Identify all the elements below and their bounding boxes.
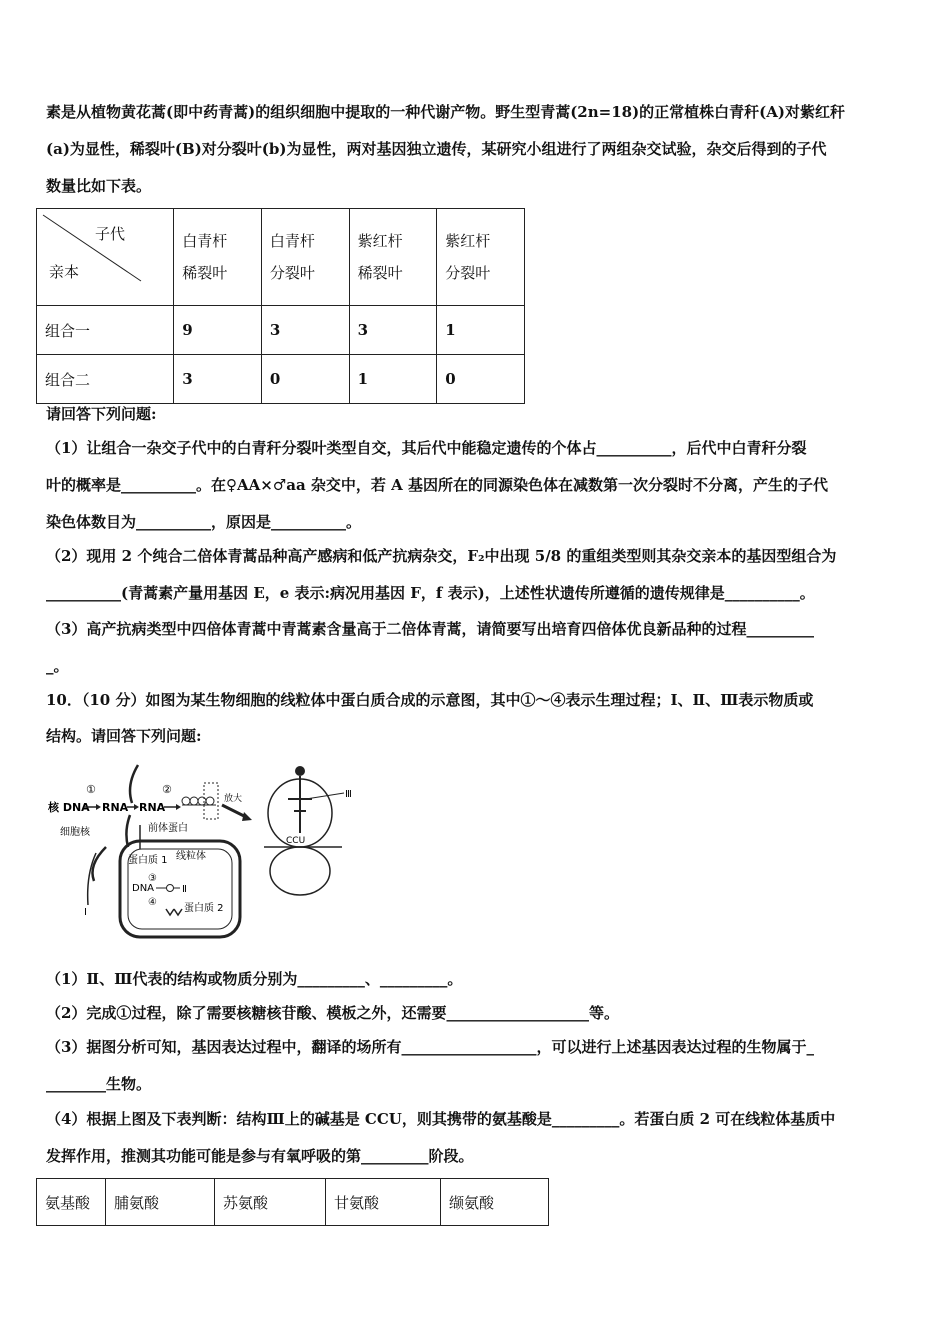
ribosome-small-subunit (270, 847, 330, 895)
structure-ii-icon (167, 885, 174, 892)
intro-line-3: 数量比如下表。 (46, 177, 152, 195)
arrowhead-icon (242, 812, 252, 821)
header-cell (174, 209, 262, 306)
arrowhead-icon (176, 804, 181, 810)
cell-value: 3 (261, 306, 349, 355)
ribosome-icon (182, 797, 190, 805)
nuclear-envelope (130, 765, 138, 803)
process-1-label: ① (86, 783, 96, 796)
enlarge-label: 放大 (224, 794, 243, 804)
q10-part4-line2: 发挥作用，推测其功能可能是参与有氧呼吸的第_________阶段。 (46, 1147, 474, 1165)
q10-part1: （1）Ⅱ、Ⅲ代表的结构或物质分别为_________、_________。 (46, 970, 463, 988)
intro-line-1: 素是从植物黄花蒿(即中药青蒿)的组织细胞中提取的一种代谢产物。野生型青蒿(2n=18)的正常植株白青秆(A)对紫红秆 (46, 103, 846, 121)
header-line: 稀裂叶 (182, 264, 228, 282)
q9-part3-line1: （3）高产抗病类型中四倍体青蒿中青蒿素含量高于二倍体青蒿，请简要写出培育四倍体优良新品种的过程_________ (46, 620, 814, 638)
header-cell (437, 209, 525, 306)
table-cell: 氨基酸 (37, 1179, 106, 1226)
table-cell: 缬氨酸 (441, 1179, 549, 1226)
precursor-protein-label: 前体蛋白 (148, 823, 188, 834)
process-3-label: ③ (148, 873, 157, 884)
rna1-label: RNA (102, 801, 129, 814)
q9-part1-line2: 叶的概率是__________。在♀AA×♂aa 杂交中，若 A 基因所在的同源染色体在减数第一次分裂时不分离，产生的子代 (46, 476, 829, 494)
roman-1-label: Ⅰ (84, 907, 87, 918)
structure-iii-pointer (306, 793, 344, 799)
q9-part3-line2: _。 (46, 657, 69, 675)
cell-value: 3 (349, 306, 437, 355)
cell-value: 1 (437, 306, 525, 355)
row-label: 组合一 (37, 306, 174, 355)
ribosome-icon (190, 797, 198, 805)
header-line: 分裂叶 (445, 264, 491, 282)
nucleus-label: 细胞核 (60, 827, 90, 838)
ribosome-icon (198, 797, 206, 805)
cross-results-table (36, 208, 525, 404)
q10-stem-line1: 10．（10 分）如图为某生物细胞的线粒体中蛋白质合成的示意图，其中①～④表示生理过程；Ⅰ、Ⅱ、Ⅲ表示物质或 (46, 691, 814, 709)
cell-value: 1 (349, 355, 437, 404)
corner-offspring-label: 子代 (95, 225, 126, 243)
rna2-label: RNA (139, 801, 166, 814)
arrowhead-icon (96, 804, 101, 810)
roman-2-label: Ⅱ (182, 884, 187, 895)
nuclear-envelope (93, 847, 107, 881)
q9-part2-line2: __________(青蒿素产量用基因 E，e 表示:病况用基因 F，f 表示)，上述性状遗传所遵循的遗传规律是__________。 (46, 584, 815, 602)
q9-part1-line1: （1）让组合一杂交子代中的白青秆分裂叶类型自交，其后代中能稳定遗传的个体占__________，后代中白青秆分裂 (46, 439, 807, 457)
q9-part1-line3: 染色体数目为__________，原因是__________。 (46, 513, 362, 531)
cell-value: 3 (174, 355, 262, 404)
anticodon-label: CCU (286, 836, 306, 846)
header-line: 紫红杆 (357, 232, 403, 250)
q10-part3-line1: （3）据图分析可知，基因表达过程中，翻译的场所有__________________，可以进行上述基因表达过程的生物属于_ (46, 1038, 814, 1056)
intro-line-2: (a)为显性，稀裂叶(B)对分裂叶(b)为显性，两对基因独立遗传，某研究小组进行了两组杂交试验，杂交后得到的子代 (46, 140, 827, 158)
q10-part3-line2: ________生物。 (46, 1075, 152, 1093)
table-corner-cell (37, 209, 174, 306)
process-2-label: ② (162, 783, 172, 796)
table-cell: 脯氨酸 (106, 1179, 215, 1226)
q10-stem-line2: 结构。请回答下列问题: (46, 727, 202, 745)
protein1-label: 蛋白质 1 (128, 855, 168, 866)
amino-acid-table (36, 1178, 549, 1226)
header-line: 稀裂叶 (357, 264, 403, 282)
q9-prompt: 请回答下列问题: (46, 405, 157, 423)
ribosome-icon (206, 797, 214, 805)
roman-3-label: Ⅲ (345, 789, 352, 800)
q10-part2: （2）完成①过程，除了需要核糖核苷酸、模板之外，还需要___________________等。 (46, 1004, 619, 1022)
row-label: 组合二 (37, 355, 174, 404)
header-line: 白青杆 (182, 232, 228, 250)
cell-value: 0 (261, 355, 349, 404)
mitochondria-protein-synthesis-figure (44, 755, 364, 945)
table-row (37, 306, 525, 355)
table-cell: 苏氨酸 (215, 1179, 326, 1226)
protein2-label: 蛋白质 2 (184, 903, 224, 914)
corner-parent-label: 亲本 (49, 263, 80, 281)
process-4-label: ④ (148, 897, 157, 908)
enlarge-arrow (222, 805, 246, 817)
table-row (37, 1179, 549, 1226)
mito-dna-label: DNA (132, 883, 155, 894)
table-cell: 甘氨酸 (326, 1179, 441, 1226)
ribosome-icon (166, 909, 182, 915)
header-line: 紫红杆 (445, 232, 491, 250)
q9-part2-line1: （2）现用 2 个纯合二倍体青蒿品种高产感病和低产抗病杂交，F₂中出现 5/8 的重组类型则其杂交亲本的基因型组合为 (46, 547, 837, 565)
cell-value: 9 (174, 306, 262, 355)
header-cell (349, 209, 437, 306)
cell-value: 0 (437, 355, 525, 404)
header-line: 白青杆 (269, 232, 315, 250)
header-line: 分裂叶 (269, 264, 315, 282)
q10-part4-line1: （4）根据上图及下表判断：结构Ⅲ上的碱基是 CCU，则其携带的氨基酸是_________。若蛋白质 2 可在线粒体基质中 (46, 1110, 836, 1128)
nuclear-dna-label: 核 DNA (48, 801, 90, 814)
amino-acid-icon (295, 766, 305, 776)
header-cell (261, 209, 349, 306)
mitochondrion-label: 线粒体 (176, 851, 206, 862)
